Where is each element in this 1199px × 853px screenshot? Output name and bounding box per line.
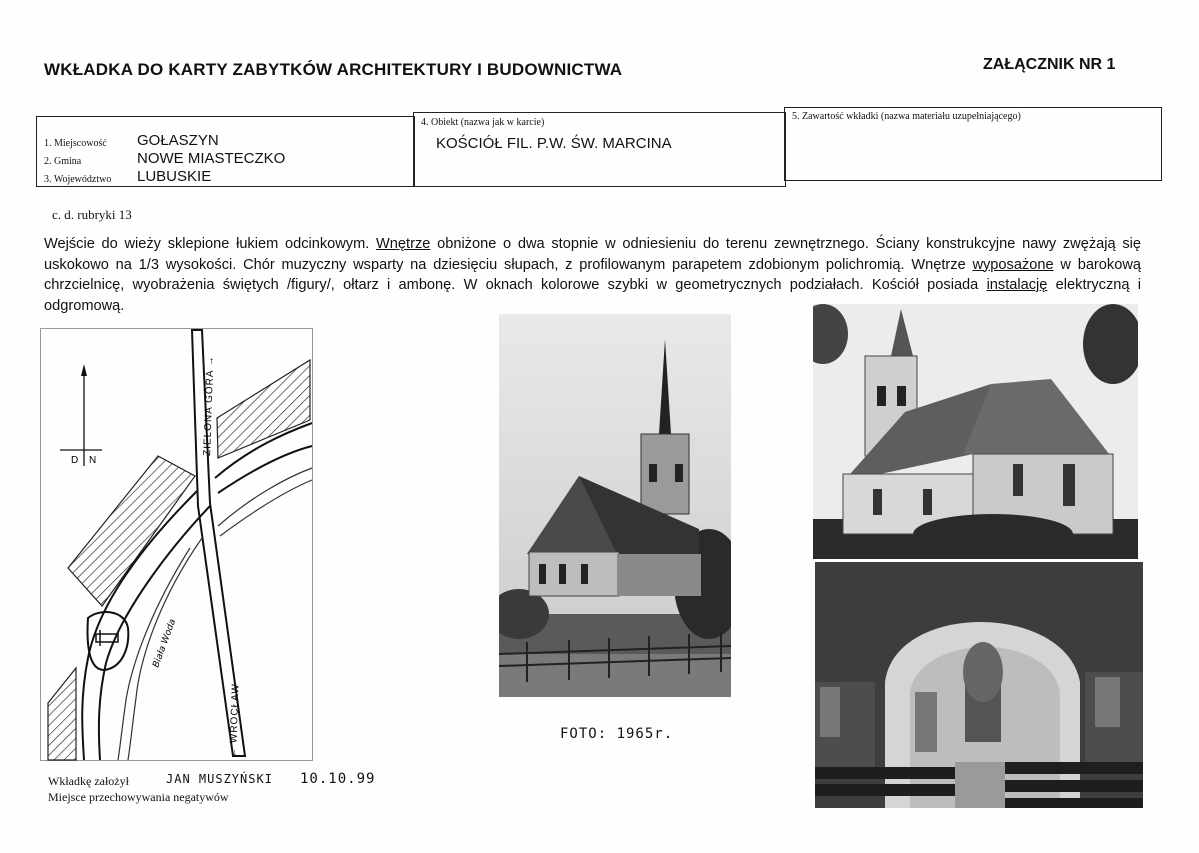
body-segment: elektryczną i odgromową.	[44, 277, 1141, 314]
body-segment: Wejście do wieży sklepione łukiem odcinkowym.	[44, 236, 377, 252]
body-segment: w barokową chrzcielnicę, wyobrażenia świętych /figury/, ołtarz i ambonę. W oknach kolorowe szybki w geometrycznych podziałach. Kościół posiada	[44, 256, 1141, 293]
map-drawing	[40, 328, 313, 761]
founded-date: 10.10.99	[300, 771, 376, 787]
wojewodztwo-value: LUBUSKIE	[137, 168, 212, 185]
church-interior-photo	[815, 562, 1143, 808]
wojewodztwo-label: 3. Województwo	[44, 174, 112, 185]
body-segment: obniżone o dwa stopnie w odniesieniu do terenu zewnętrznego. Ściany konstrukcyjne nawy zwężają się uskokowo na 1/3 wysokości. Chór muzyczny wsparty na dziesięciu słupach, z profilowanym parapetem zdobionym polichromią. Wnętrze	[44, 236, 1141, 273]
road-label-south: ← WROCŁAW	[228, 683, 242, 759]
zawartosc-label: 5. Zawartość wkładki (nazwa materiału uzupełniającego)	[792, 111, 1021, 122]
compass-left-label: D	[71, 455, 79, 466]
road-label-north: ZIELONA GÓRA →	[202, 355, 217, 457]
hatched-area	[217, 360, 310, 458]
underlined-term: wyposażone	[972, 256, 1054, 273]
obiekt-label: 4. Obiekt (nazwa jak w karcie)	[421, 117, 545, 128]
founder-name: JAN MUSZYŃSKI	[166, 772, 273, 786]
annex-number: ZAŁĄCZNIK NR 1	[983, 56, 1116, 73]
miejscowosc-label: 1. Miejscowość	[44, 138, 107, 149]
river-label: Biała Woda	[151, 617, 179, 670]
photo-caption: FOTO: 1965r.	[560, 726, 674, 742]
negatives-label: Miejsce przechowywania negatywów	[48, 790, 229, 804]
compass-right-label: N	[89, 455, 97, 466]
church-plot	[88, 612, 129, 670]
underlined-term: instalację	[986, 277, 1048, 293]
church-exterior-photo	[499, 314, 731, 697]
document-title: WKŁADKA DO KARTY ZABYTKÓW ARCHITEKTURY I BUDOWNICTWA	[44, 60, 623, 79]
gmina-label: 2. Gmina	[44, 156, 82, 167]
obiekt-value: KOŚCIÓŁ FIL. P.W. ŚW. MARCINA	[436, 135, 672, 152]
gmina-value: NOWE MIASTECZKO	[137, 150, 286, 167]
hatched-area	[68, 456, 195, 606]
underlined-term: Wnętrze	[376, 236, 431, 252]
founded-label: Wkładkę założył	[48, 774, 129, 788]
church-exterior-photo-2	[813, 304, 1138, 559]
hatched-area	[48, 668, 76, 760]
section-reference: c. d. rubryki 13	[52, 207, 132, 222]
miejscowosc-value: GOŁASZYN	[137, 132, 219, 149]
location-map	[40, 328, 313, 761]
